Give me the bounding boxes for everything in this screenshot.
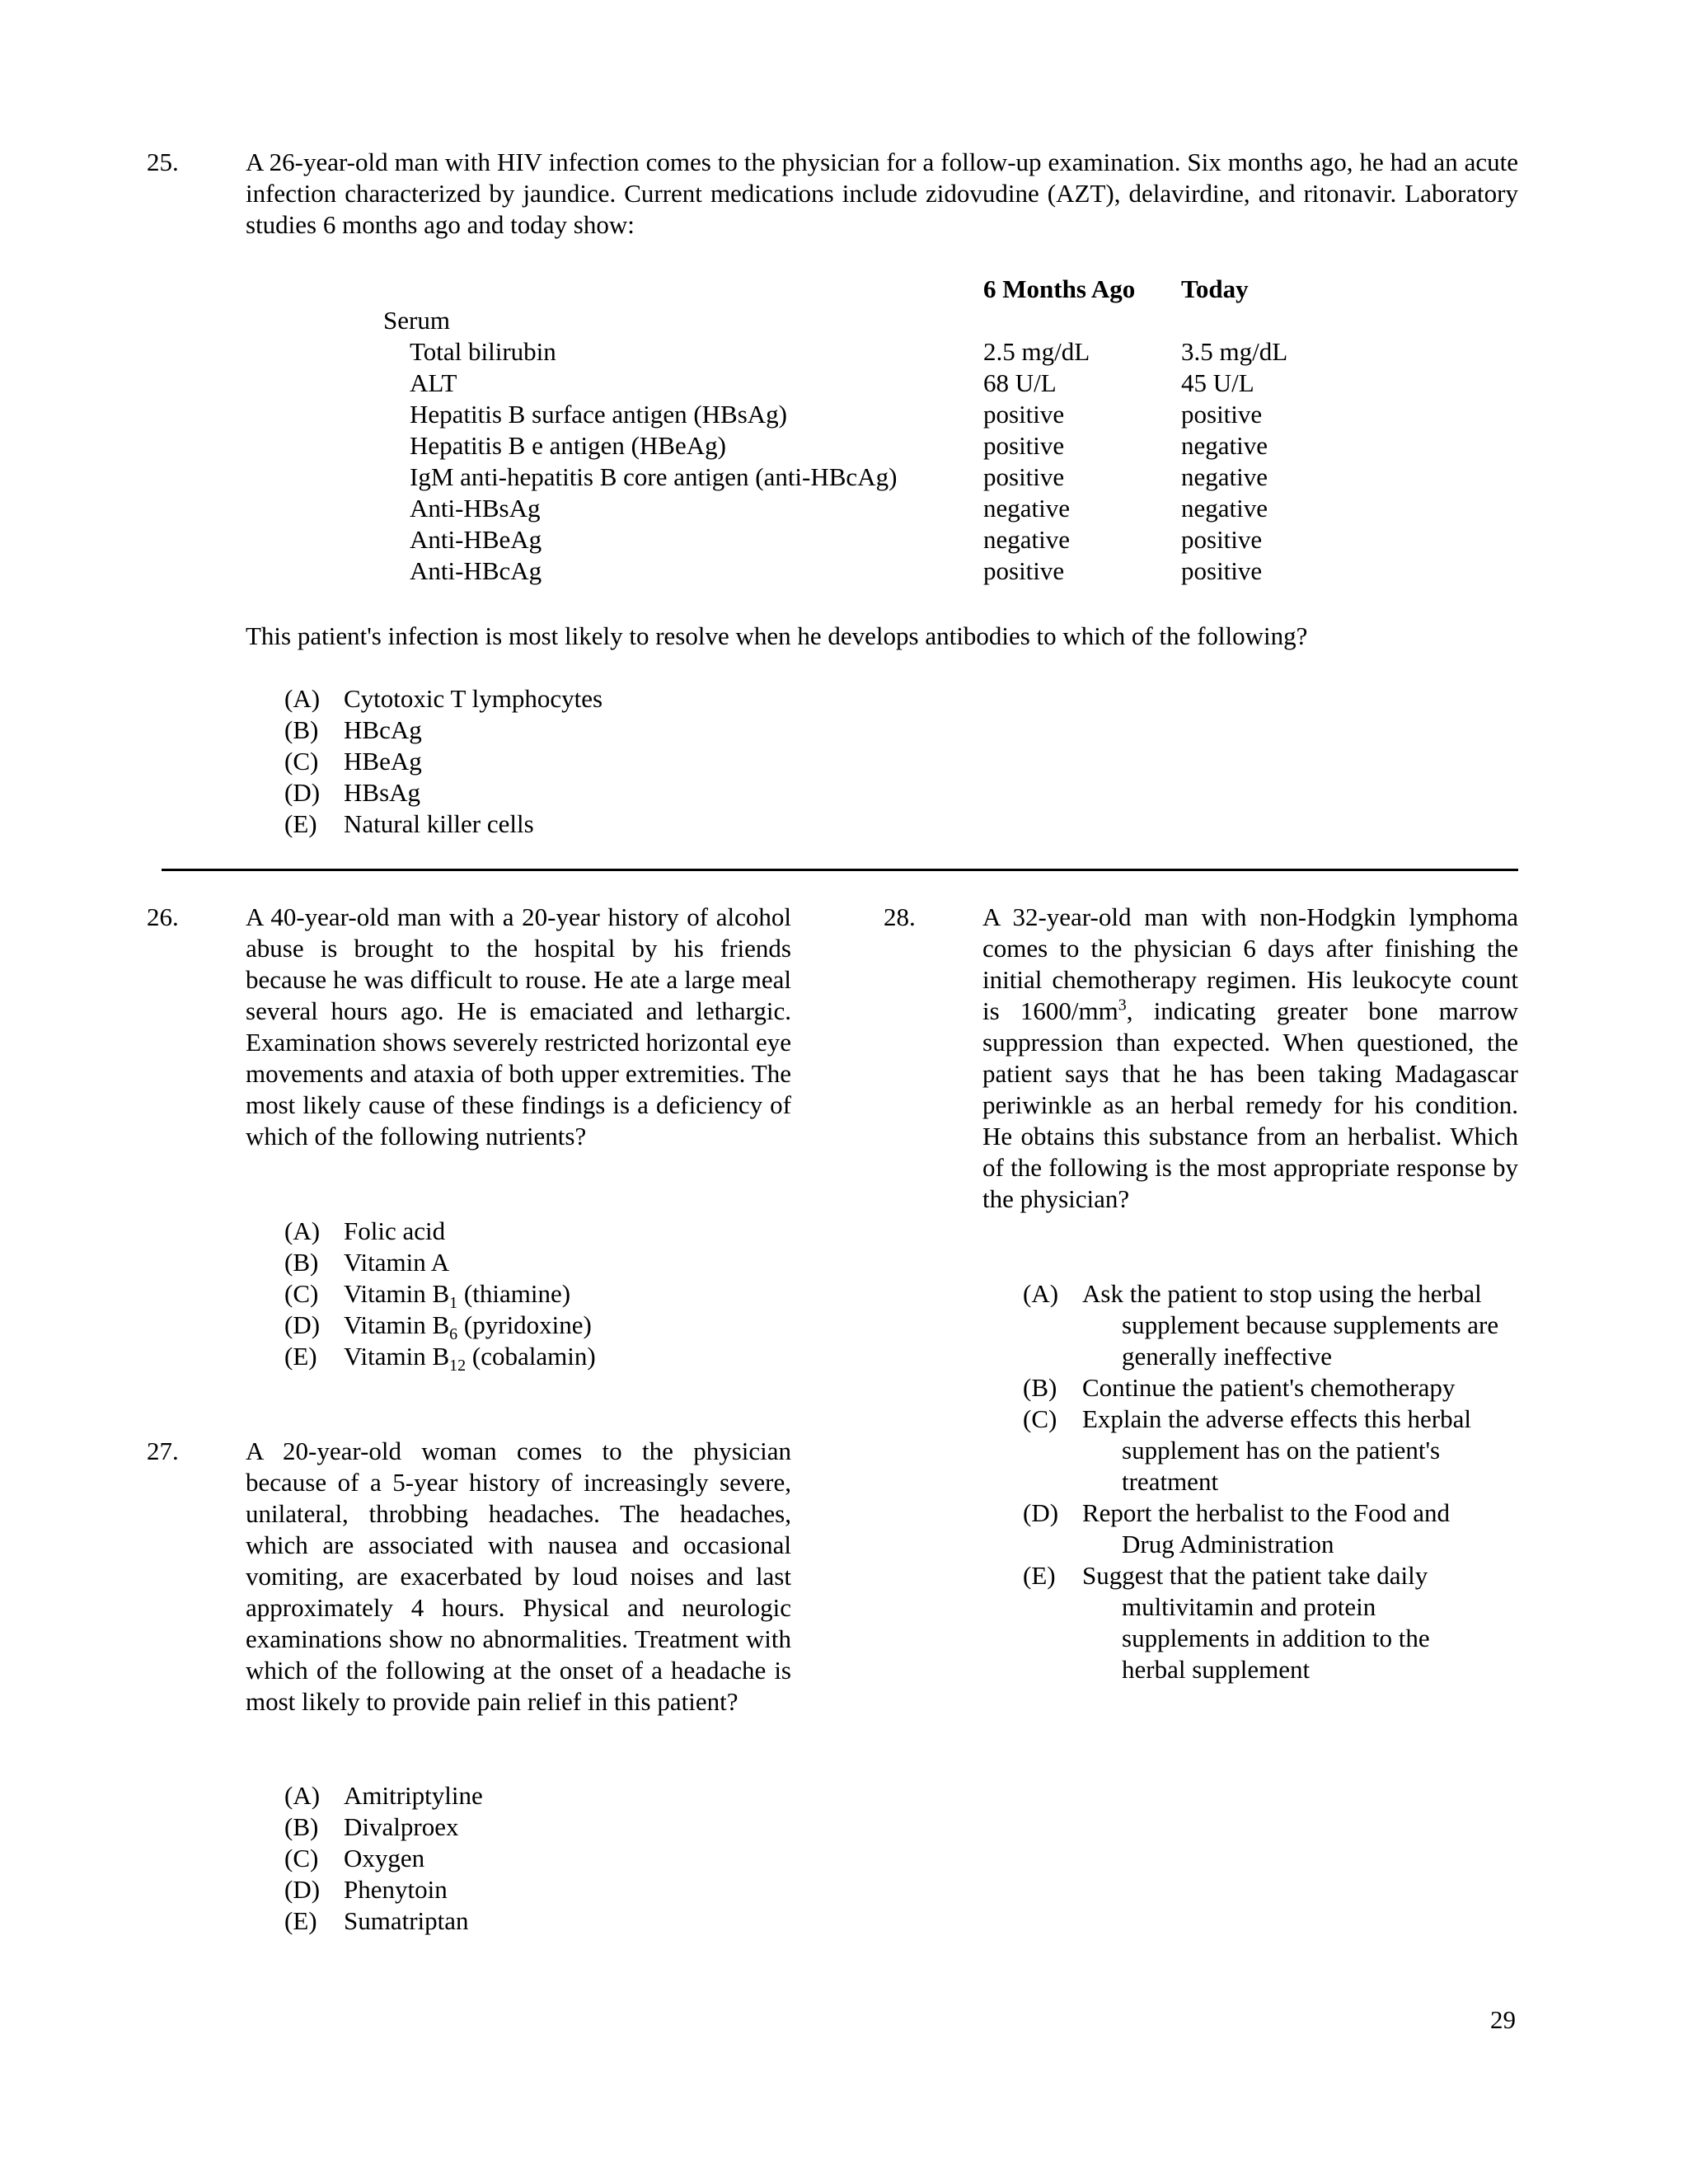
q25-options [284, 683, 1026, 840]
table-row: Hepatitis B e antigen (HBeAg) positive negative [410, 431, 1268, 460]
q25-number: 25. [147, 148, 179, 176]
q27-option-b[interactable]: (B) Divalproex [284, 1812, 459, 1841]
q27-option-a[interactable]: (A) Amitriptyline [284, 1781, 483, 1810]
q25-stem: A 26-year-old man with HIV infection comes to the physician for a follow-up examination. Six months ago, he had an acute infection characterized by jaundice. Current medications include zidovudine (AZT), delavirdine, and ritonavir. Laboratory studies 6 months ago and today show: [246, 148, 1518, 239]
q25-option-d[interactable]: (D) HBsAg [284, 778, 421, 807]
table-row: Anti-HBsAg negative negative [410, 494, 1268, 523]
q28-option-c[interactable]: (C) Explain the adverse effects this herbal supplement has on the patient's treatment [1023, 1404, 1471, 1496]
table-row: Hepatitis B surface antigen (HBsAg) positive positive [410, 400, 1263, 429]
section-serum: Serum [383, 306, 450, 335]
q28-option-b[interactable]: (B) Continue the patient's chemotherapy [1023, 1373, 1456, 1402]
q25-question: This patient's infection is most likely to resolve when he develops antibodies to which of the following? [246, 621, 1308, 650]
q25-option-e[interactable]: (E) Natural killer cells [284, 809, 534, 838]
q25-option-c[interactable]: (C) HBeAg [284, 747, 422, 776]
q28-number: 28. [884, 902, 916, 931]
table-row: Anti-HBeAg negative positive [410, 525, 1263, 554]
col-header-today: Today [1181, 274, 1249, 303]
table-row: ALT 68 U/L 45 U/L [410, 368, 1254, 397]
q25-lab-table [383, 274, 1287, 587]
q27-number: 27. [147, 1436, 179, 1465]
q26-option-a[interactable]: (A) Folic acid [284, 1216, 446, 1245]
q27-options [284, 1780, 795, 1937]
q26-option-b[interactable]: (B) Vitamin A [284, 1248, 450, 1277]
q26-option-c[interactable]: (C) Vitamin $B_1$ (thiamine) [284, 1279, 571, 1313]
col-header-6-months-ago: 6 Months Ago [983, 274, 1136, 303]
q27-option-d[interactable]: (D) Phenytoin [284, 1875, 448, 1904]
q28-option-e[interactable]: (E) Suggest that the patient take daily multivitamin and protein supplements in addition to the herbal supplement [1023, 1561, 1430, 1684]
q28-option-a[interactable]: (A) Ask the patient to stop using the herbal supplement because supplements are generally ineffective [1023, 1279, 1499, 1371]
q25-option-a[interactable]: (A) Cytotoxic T lymphocytes [284, 684, 603, 713]
q28-options [1023, 1278, 1518, 1685]
table-row: IgM anti-hepatitis B core antigen (anti-HBcAg) positive negative [410, 462, 1268, 491]
q28-option-d[interactable]: (D) Report the herbalist to the Food and Drug Administration [1023, 1498, 1450, 1558]
q26-option-d[interactable]: (D) Vitamin $B_6$ (pyridoxine) [284, 1310, 592, 1344]
section-divider [162, 869, 1518, 871]
q27-option-c[interactable]: (C) Oxygen [284, 1844, 425, 1872]
q25-option-b[interactable]: (B) HBcAg [284, 715, 422, 744]
q28-stem: A 32-year-old man with non-Hodgkin lymphoma comes to the physician 6 days after finishing the initial chemotherapy regimen. His leukocyte count is $1600/mm^3$, indicating greater bone marrow suppression than expected. When questioned, the patient says that he has been taking Madagascar periwinkle as an herbal remedy for his condition. He obtains this substance from an herbalist. Which of the following is the most appropriate response by the physician? [982, 902, 1519, 1213]
q27-option-e[interactable]: (E) Sumatriptan [284, 1906, 469, 1935]
q26-stem: A 40-year-old man with a 20-year history of alcohol abuse is brought to the hospital by his friends because he was difficult to rouse. He ate a large meal several hours ago. He is emaciated and lethargic. Examination shows severely restricted horizontal eye movements and ataxia of both upper extremities. The most likely cause of these findings is a deficiency of which of the following nutrients? [246, 902, 791, 1151]
q26-options [284, 1216, 795, 1376]
table-row: Total bilirubin 2.5 mg/dL 3.5 mg/dL [410, 337, 1288, 366]
q26-option-e[interactable]: (E) Vitamin $B_{12}$ (cobalamin) [284, 1342, 596, 1376]
q26-number: 26. [147, 902, 179, 931]
page-number: 29 [1490, 2005, 1516, 2034]
table-row: Anti-HBcAg positive positive [410, 556, 1263, 585]
q27-stem: A 20-year-old woman comes to the physician because of a 5-year history of increasingly severe, unilateral, throbbing headaches. The headaches, which are associated with nausea and occasional vomiting, are exacerbated by loud noises and last approximately 4 hours. Physical and neurologic examinations show no abnormalities. Treatment with which of the following at the onset of a headache is most likely to provide pain relief in this patient? [246, 1436, 791, 1716]
